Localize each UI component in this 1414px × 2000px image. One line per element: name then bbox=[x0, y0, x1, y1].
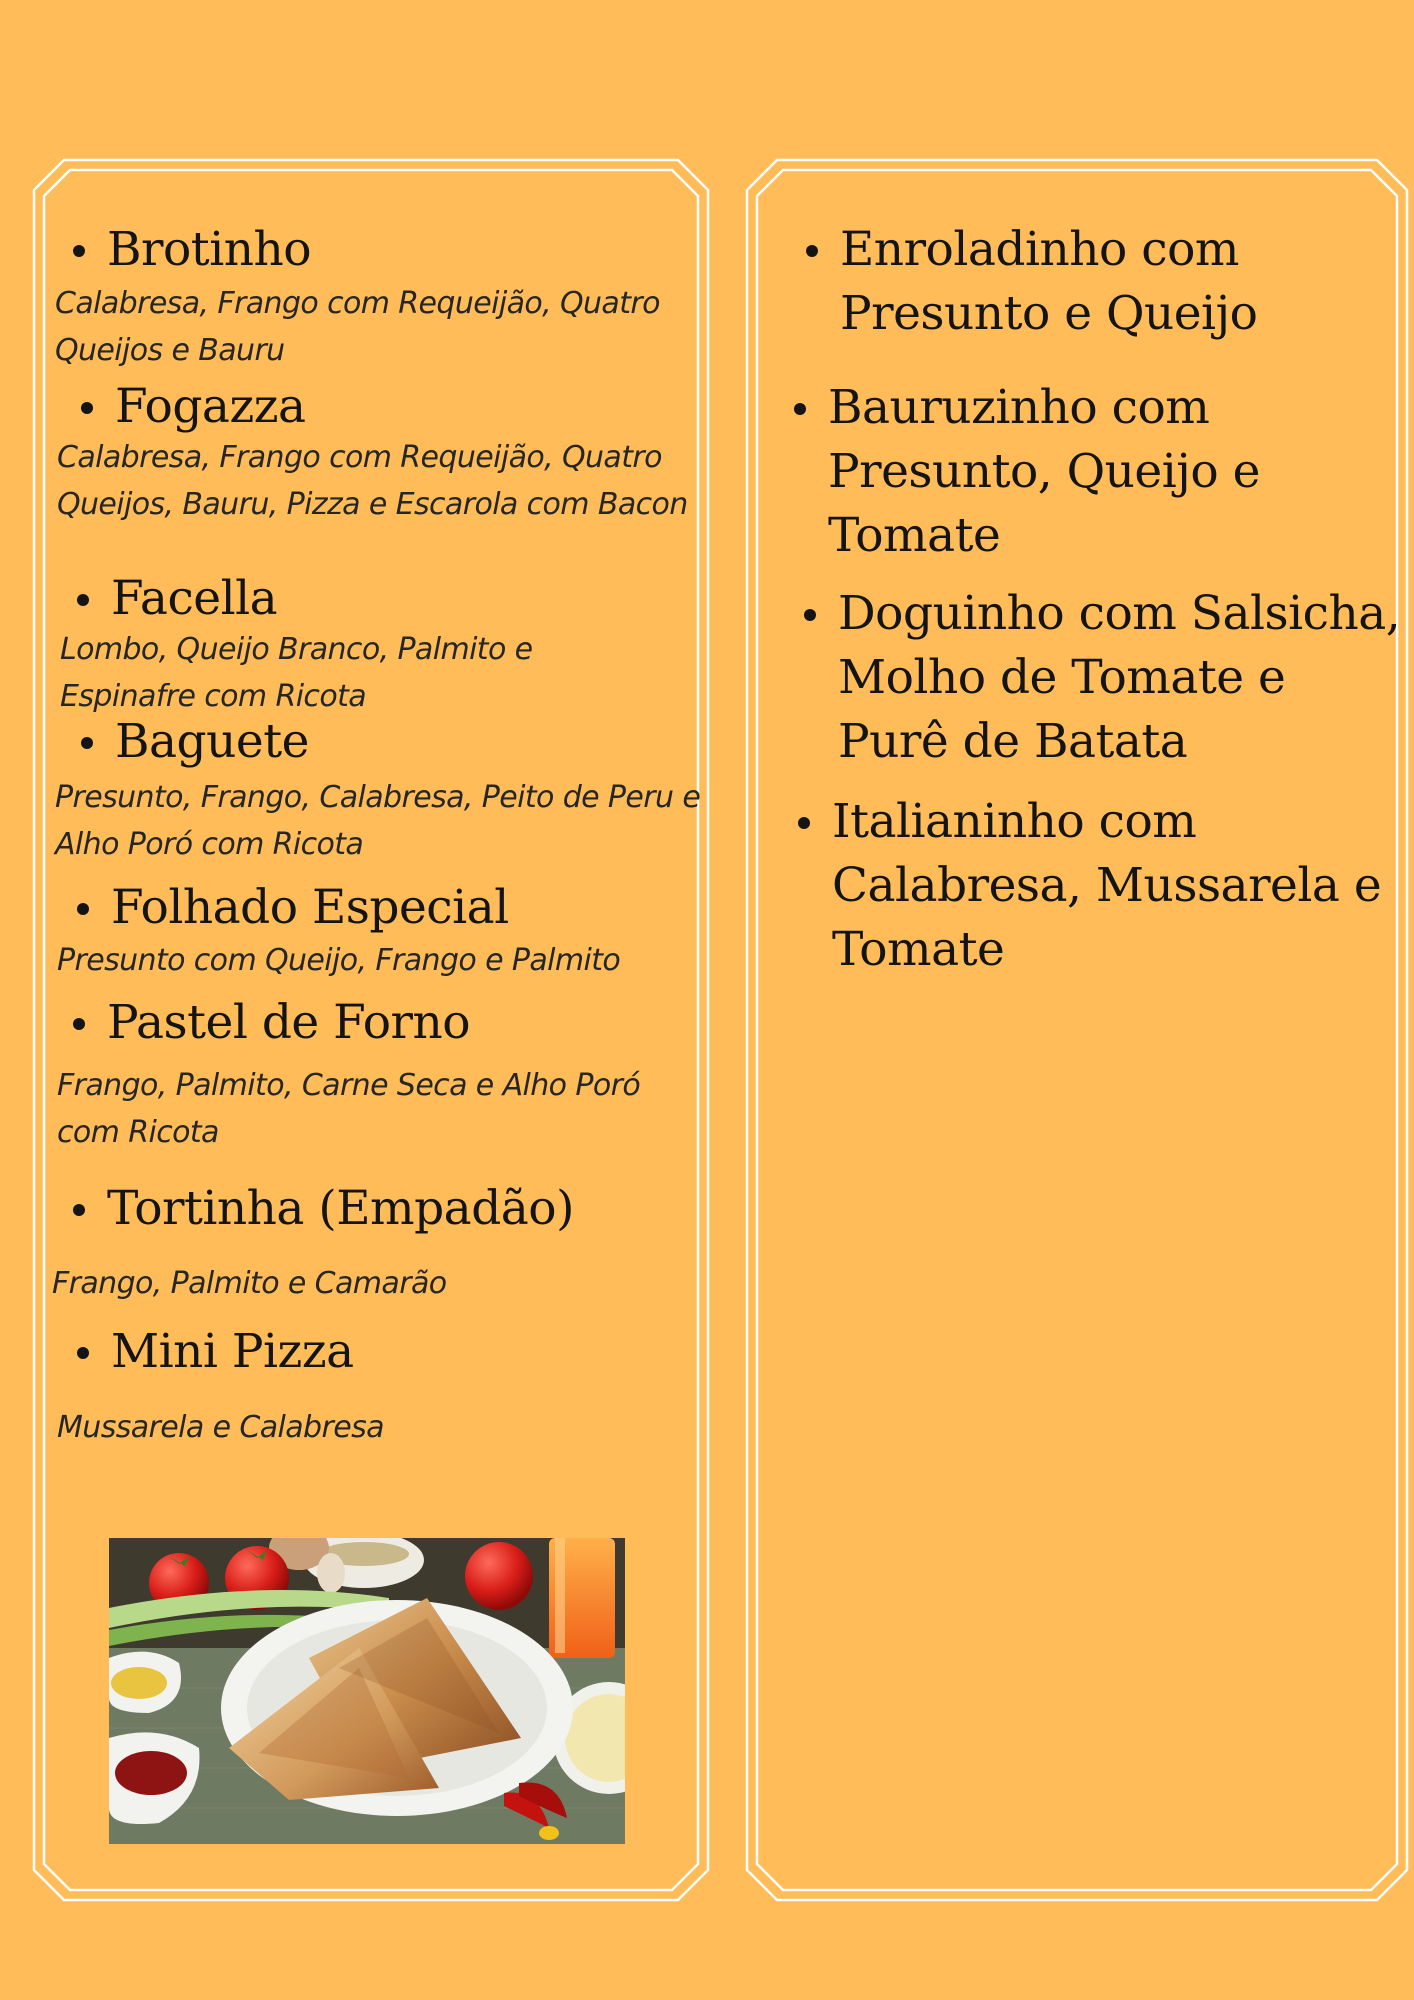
menu-item-title: Baguete bbox=[115, 710, 309, 773]
menu-item-tortinha bbox=[107, 1177, 574, 1240]
menu-item-description: Frango, Palmito, Carne Seca e Alho Poró com Ricota bbox=[57, 1068, 641, 1150]
menu-item-description: Presunto, Frango, Calabresa, Peito de Peru e Alho Poró com Ricota bbox=[55, 780, 701, 862]
menu-item-description: Calabresa, Frango com Requeijão, Quatro Queijos, Bauru, Pizza e Escarola com Bacon bbox=[57, 440, 688, 522]
menu-item-title: Italianinho com Calabresa, Mussarela e Tomate bbox=[832, 790, 1392, 982]
menu-item-title: Facella bbox=[111, 567, 277, 630]
food-photo-icon bbox=[109, 1538, 625, 1844]
menu-item-title: Pastel de Forno bbox=[107, 991, 470, 1054]
menu-item-baguete bbox=[115, 710, 309, 773]
menu-item-title: Folhado Especial bbox=[111, 876, 509, 939]
menu-item-doguinho bbox=[838, 582, 1408, 774]
menu-item-title: Fogazza bbox=[115, 375, 306, 438]
menu-item-bauruzinho bbox=[828, 376, 1298, 568]
menu-item-title: Doguinho com Salsicha, Molho de Tomate e Purê de Batata bbox=[838, 582, 1408, 774]
menu-item-title: Mini Pizza bbox=[111, 1320, 354, 1383]
menu-item-title: Brotinho bbox=[107, 218, 311, 281]
menu-item-mini-pizza bbox=[111, 1320, 354, 1383]
menu-item-description: Presunto com Queijo, Frango e Palmito bbox=[57, 943, 621, 978]
menu-item-title: Enroladinho com Presunto e Queijo bbox=[840, 218, 1400, 346]
menu-item-description: Mussarela e Calabresa bbox=[57, 1410, 384, 1445]
menu-item-brotinho bbox=[107, 218, 311, 281]
menu-item-title: Bauruzinho com Presunto, Queijo e Tomate bbox=[828, 376, 1298, 568]
menu-item-description: Frango, Palmito e Camarão bbox=[52, 1266, 447, 1301]
menu-item-description: Calabresa, Frango com Requeijão, Quatro Queijos e Bauru bbox=[55, 286, 660, 368]
menu-item-folhado-especial bbox=[111, 876, 509, 939]
menu-item-facella bbox=[111, 567, 277, 630]
menu-item-pastel-de-forno bbox=[107, 991, 470, 1054]
menu-item-fogazza bbox=[115, 375, 306, 438]
menu-item-enroladinho bbox=[840, 218, 1400, 346]
menu-item-title: Tortinha (Empadão) bbox=[107, 1177, 574, 1240]
menu-item-italianinho bbox=[832, 790, 1392, 982]
menu-item-description: Lombo, Queijo Branco, Palmito e Espinafre com Ricota bbox=[60, 632, 533, 714]
